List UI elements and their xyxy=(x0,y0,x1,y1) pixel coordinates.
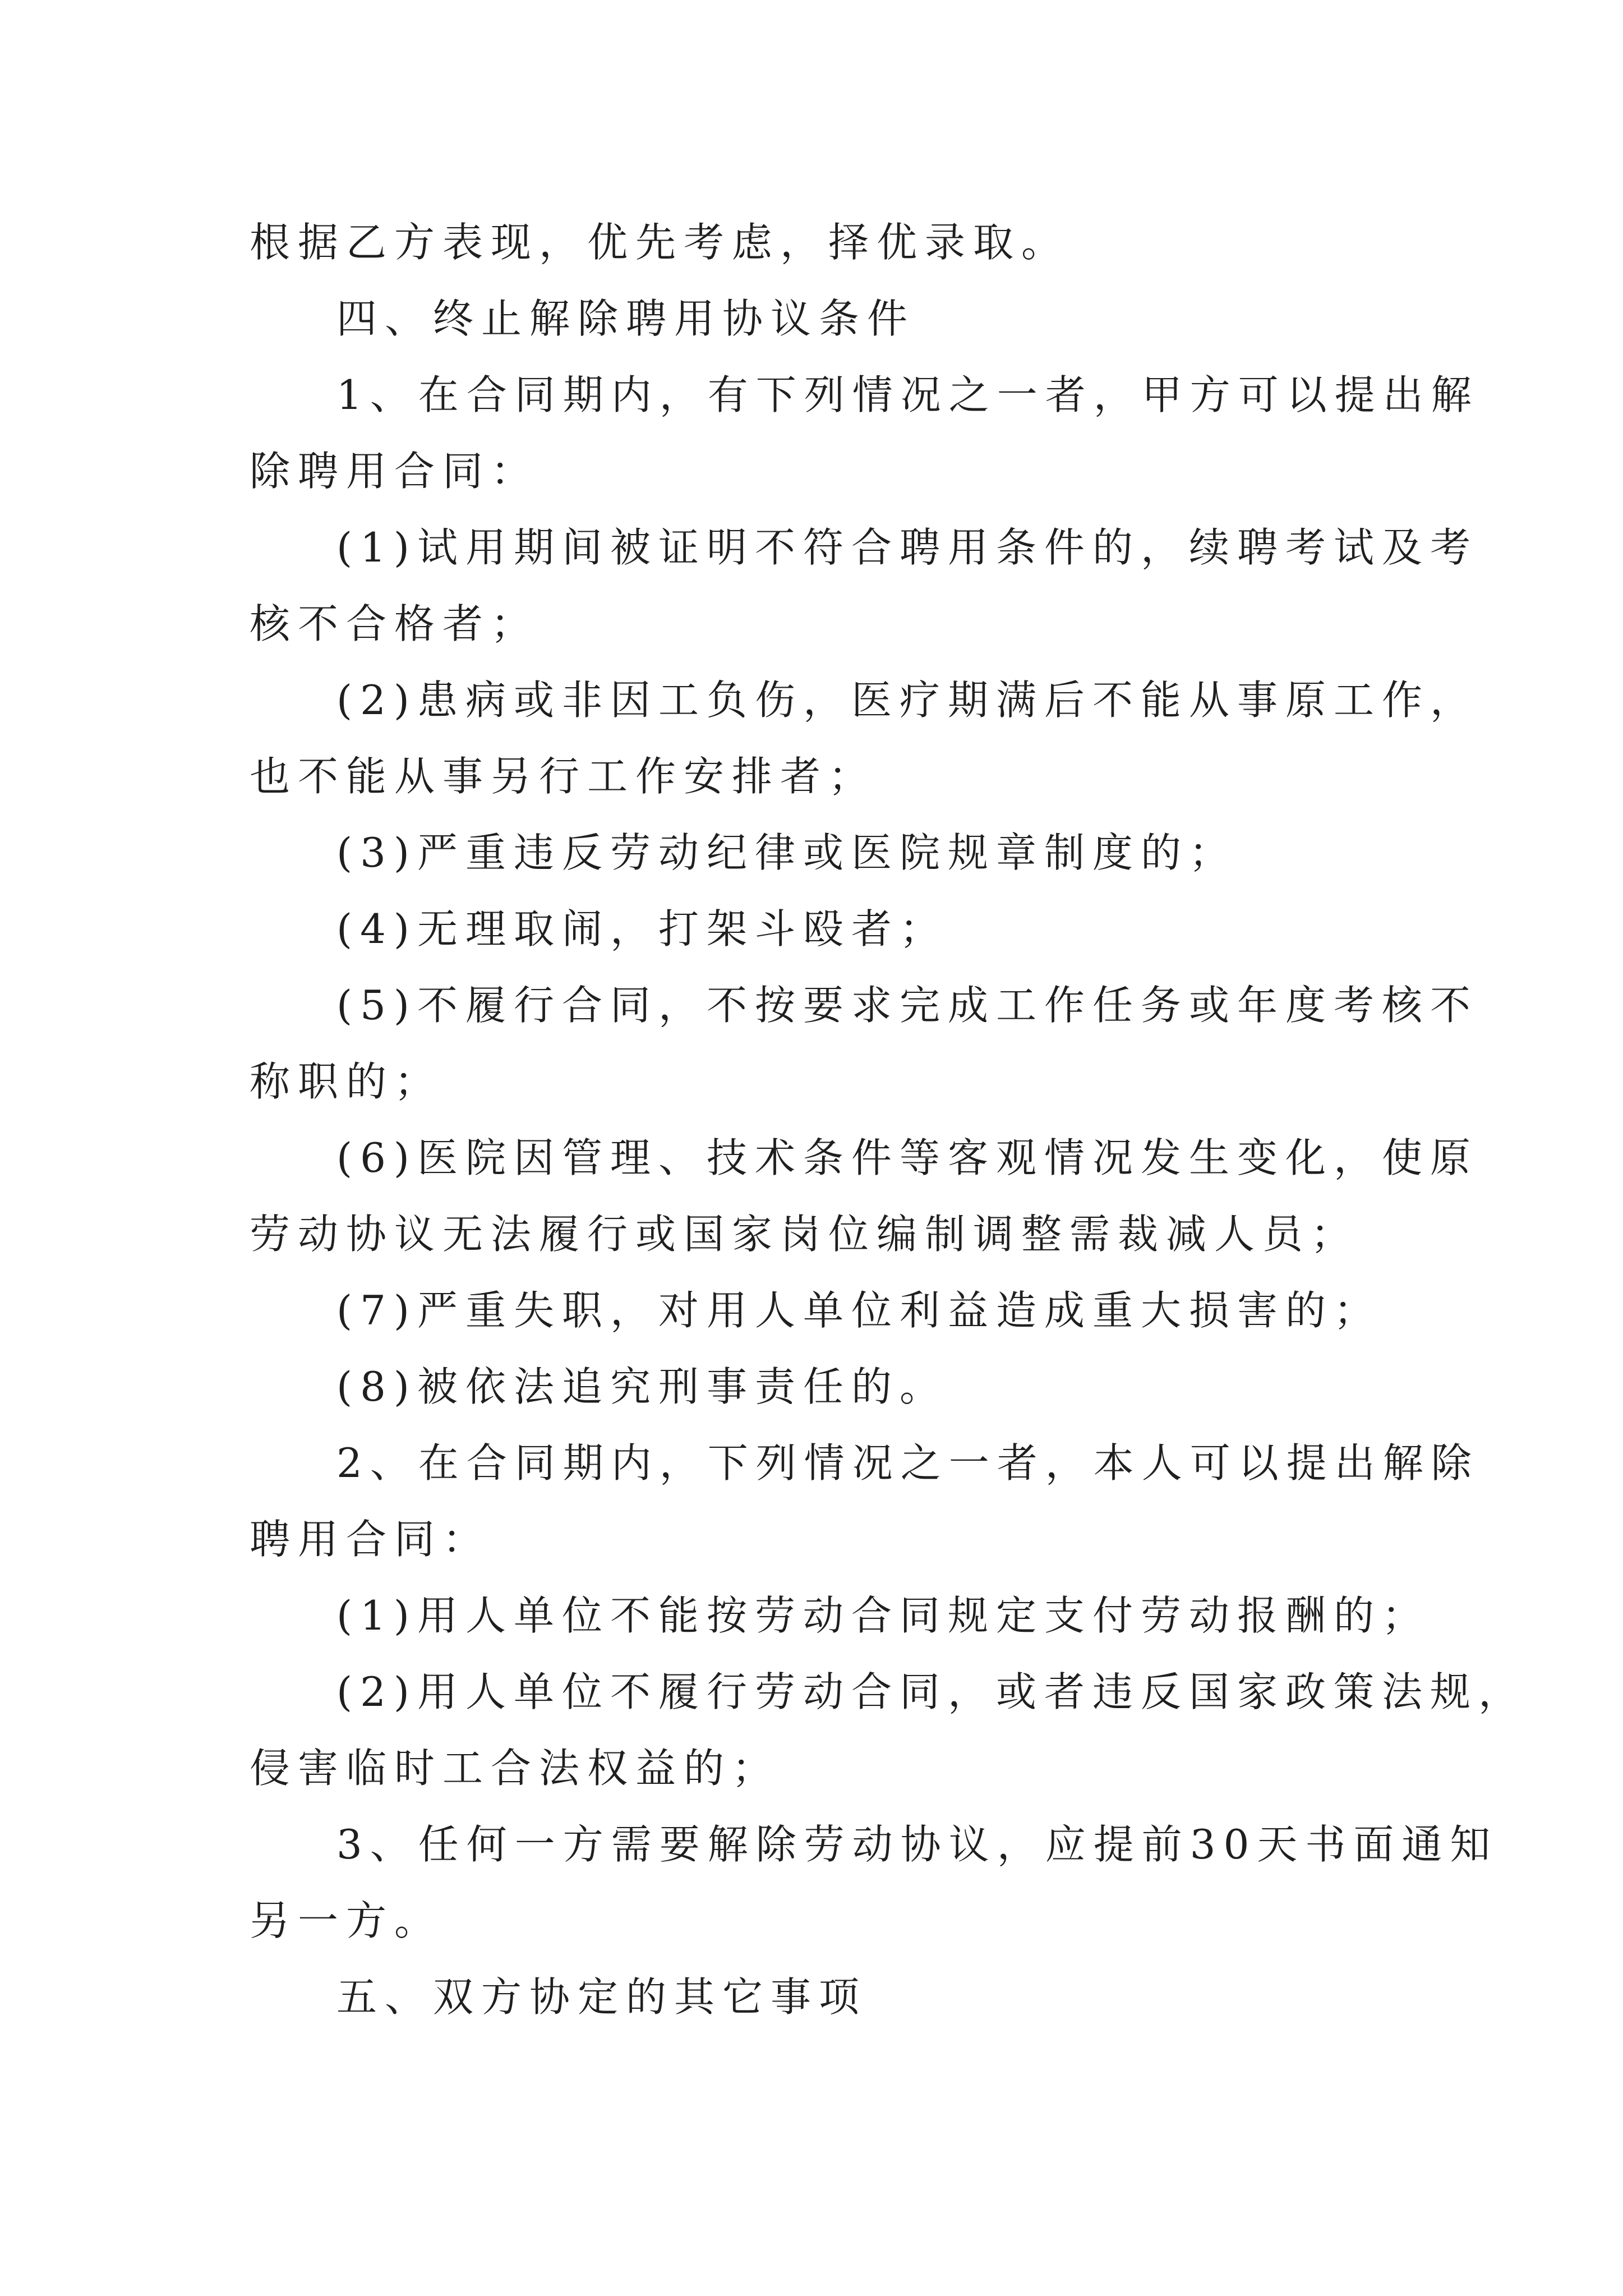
list-item-line: 核不合格者； xyxy=(250,600,540,647)
list-item-line: 称职的； xyxy=(250,1058,443,1105)
list-item-line: (1)用人单位不能按劳动合同规定支付劳动报酬的； xyxy=(336,1592,1430,1639)
paragraph-line: 2、在合同期内，下列情况之一者，本人可以提出解除 xyxy=(336,1439,1479,1487)
list-item-line: (6)医院因管理、技术条件等客观情况发生变化，使原 xyxy=(336,1134,1478,1181)
list-item-line: 也不能从事另行工作安排者； xyxy=(250,753,877,800)
paragraph-line: 根据乙方表现，优先考虑，择优录取。 xyxy=(250,219,1070,266)
list-item-line: (3)严重违反劳动纪律或医院规章制度的； xyxy=(336,829,1237,876)
paragraph-line: 除聘用合同： xyxy=(250,448,540,495)
list-item-line: (4)无理取闹，打架斗殴者； xyxy=(336,905,948,953)
list-item-line: (8)被依法追究刑事责任的。 xyxy=(336,1363,948,1410)
list-item-line: (2)用人单位不履行劳动合同，或者违反国家政策法规， xyxy=(336,1668,1527,1715)
paragraph-line: 聘用合同： xyxy=(250,1516,491,1563)
paragraph-line: 3、任何一方需要解除劳动协议，应提前30天书面通知 xyxy=(336,1821,1498,1868)
section-heading: 五、双方协定的其它事项 xyxy=(336,1973,868,2021)
paragraph-line: 1、在合同期内，有下列情况之一者，甲方可以提出解 xyxy=(336,371,1479,418)
list-item-line: (2)患病或非因工负伤，医疗期满后不能从事原工作， xyxy=(336,677,1478,724)
paragraph-line: 另一方。 xyxy=(250,1897,443,1944)
list-item-line: (1)试用期间被证明不符合聘用条件的，续聘考试及考 xyxy=(336,524,1478,571)
list-item-line: 侵害临时工合法权益的； xyxy=(250,1745,781,1792)
list-item-line: 劳动协议无法履行或国家岗位编制调整需裁减人员； xyxy=(250,1211,1359,1258)
section-heading: 四、终止解除聘用协议条件 xyxy=(336,295,916,342)
list-item-line: (5)不履行合同，不按要求完成工作任务或年度考核不 xyxy=(336,982,1478,1029)
list-item-line: (7)严重失职，对用人单位利益造成重大损害的； xyxy=(336,1287,1382,1334)
